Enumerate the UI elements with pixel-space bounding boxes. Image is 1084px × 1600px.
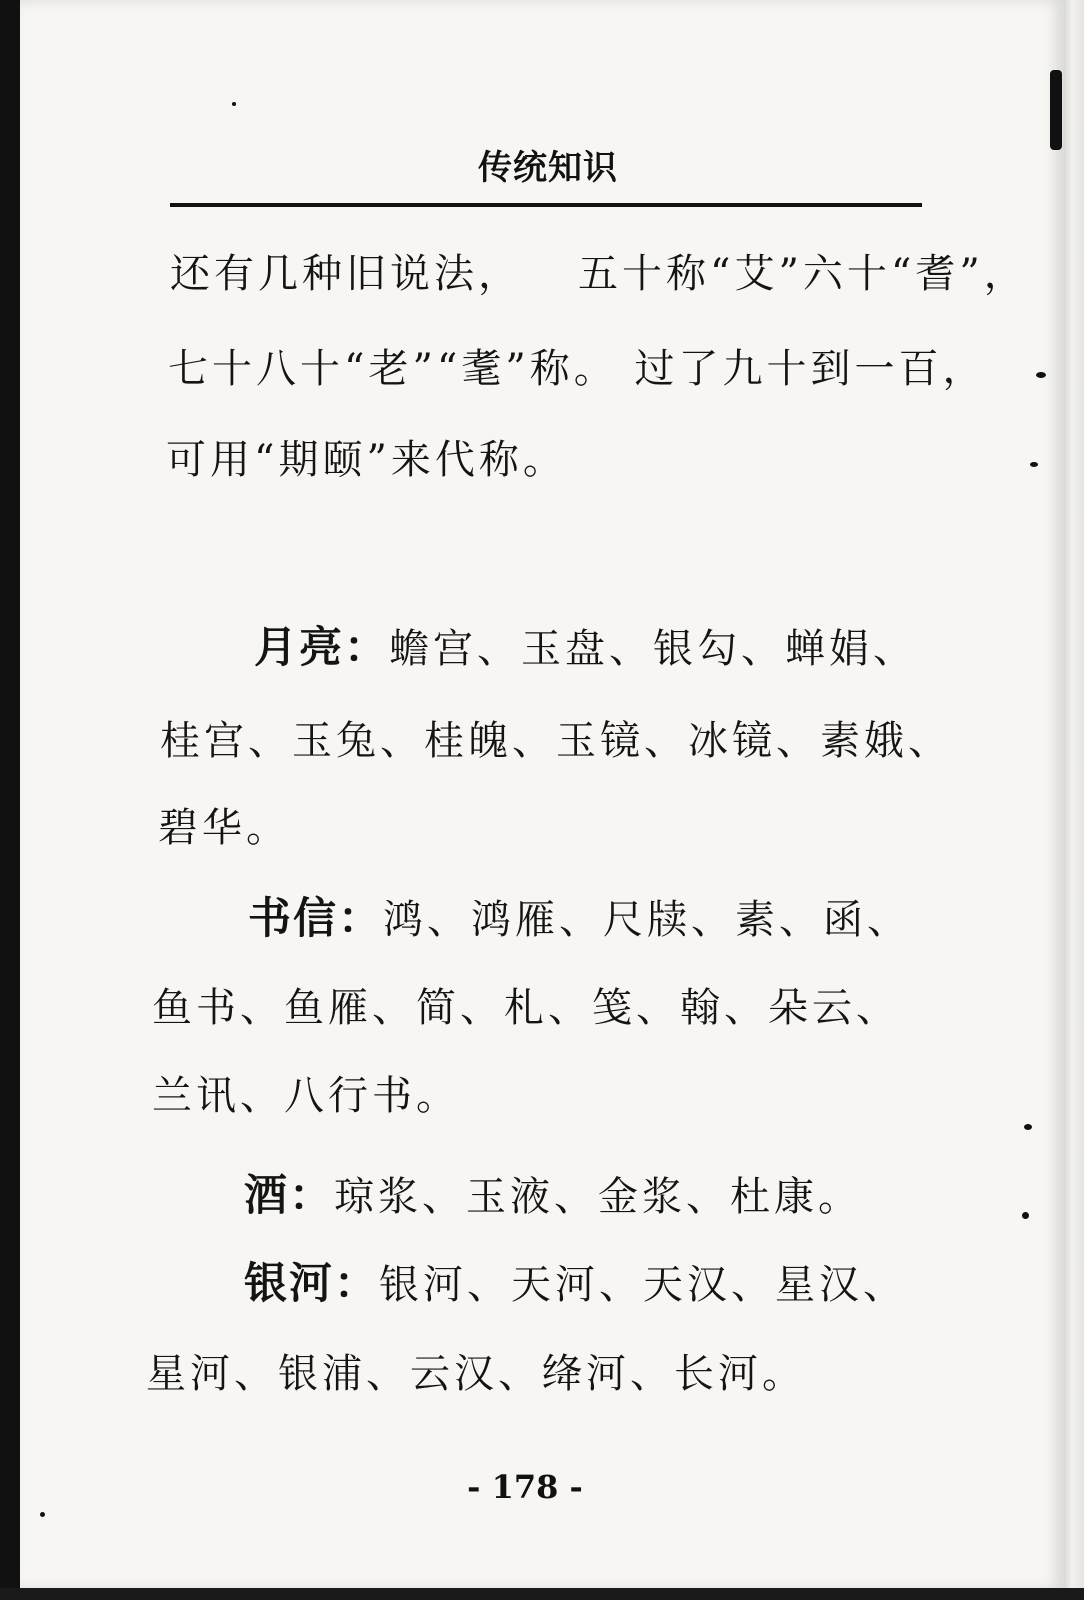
galaxy-line-1-text: 银河、天河、天汉、星汉、 xyxy=(379,1262,907,1308)
running-header: 传统知识 xyxy=(478,148,618,188)
letter-line-2: 鱼书、鱼雁、简、札、笺、翰、朵云、 xyxy=(152,985,900,1031)
scan-speck xyxy=(1030,462,1038,467)
header-rule xyxy=(170,203,922,207)
wine-line-1 xyxy=(244,1162,862,1223)
moon-term: 月亮： xyxy=(254,623,389,673)
scan-speck xyxy=(1050,70,1062,150)
intro-line-1-b: 五十称“艾”六十“耆”， xyxy=(578,251,1028,297)
scan-speck xyxy=(1036,372,1046,378)
intro-line-2: 七十八十“老”“耄”称。 过了九十到一百， xyxy=(168,346,987,392)
moon-line-1 xyxy=(254,614,917,675)
letter-line-3: 兰讯、八行书。 xyxy=(152,1073,460,1119)
intro-line-3: 可用“期颐”来代称。 xyxy=(166,437,567,483)
scan-speck xyxy=(40,1512,45,1517)
page-number: - 178 - xyxy=(467,1468,583,1506)
page-bottom-edge xyxy=(0,1588,1084,1600)
galaxy-term: 银河： xyxy=(244,1259,379,1309)
page-edge xyxy=(1064,0,1084,1600)
letter-term: 书信： xyxy=(248,894,383,944)
scan-speck xyxy=(1022,1212,1029,1219)
intro-line-1-a: 还有几种旧说法， xyxy=(170,251,522,297)
scan-speck xyxy=(232,102,236,106)
wine-term: 酒： xyxy=(244,1171,334,1221)
letter-line-1-text: 鸿、鸿雁、尺牍、素、函、 xyxy=(383,897,911,943)
moon-line-2: 桂宫、玉兔、桂魄、玉镜、冰镜、素娥、 xyxy=(160,718,952,764)
intro-line-1 xyxy=(170,242,1028,299)
moon-line-3: 碧华。 xyxy=(158,805,290,851)
scan-speck xyxy=(1024,1124,1032,1130)
galaxy-line-2: 星河、银浦、云汉、绛河、长河。 xyxy=(146,1351,806,1397)
moon-line-1-text: 蟾宫、玉盘、银勾、蝉娟、 xyxy=(389,626,917,672)
letter-line-1 xyxy=(248,885,911,946)
galaxy-line-1 xyxy=(244,1250,907,1311)
wine-line-1-text: 琼浆、玉液、金浆、杜康。 xyxy=(334,1174,862,1220)
